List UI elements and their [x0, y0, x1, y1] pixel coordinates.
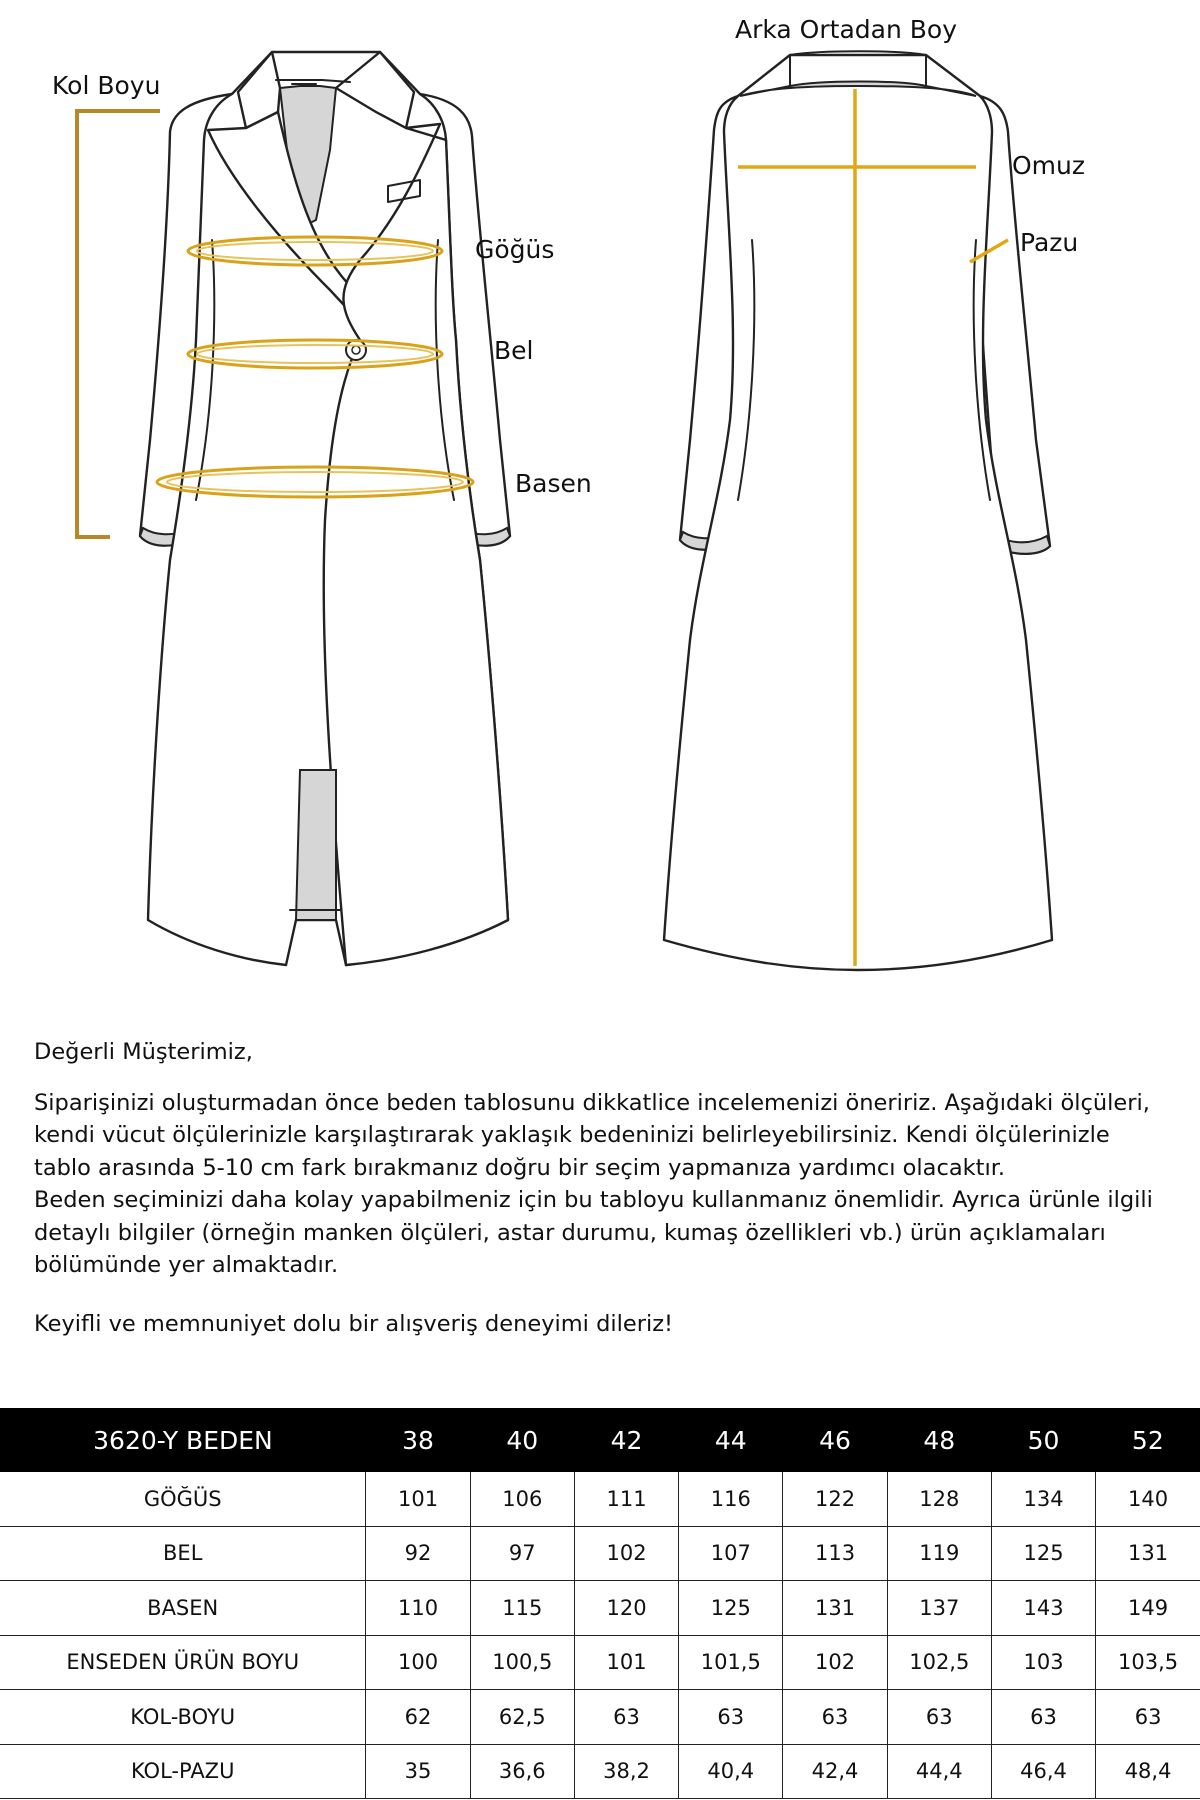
table-cell: 63 [679, 1690, 783, 1745]
label-kol-boyu: Kol Boyu [52, 71, 161, 100]
table-cell: 63 [574, 1690, 678, 1745]
table-cell: 101,5 [679, 1635, 783, 1690]
table-cell: 48,4 [1096, 1744, 1200, 1799]
table-cell: 140 [1096, 1472, 1200, 1526]
row-label: BEL [0, 1526, 366, 1581]
table-row [0, 1635, 1200, 1690]
table-cell: 63 [887, 1690, 991, 1745]
table-cell: 143 [991, 1581, 1095, 1636]
size-header: 48 [887, 1408, 991, 1472]
table-cell: 131 [783, 1581, 887, 1636]
table-cell: 36,6 [470, 1744, 574, 1799]
table-cell: 35 [366, 1744, 470, 1799]
label-arka-ortadan-boy: Arka Ortadan Boy [735, 15, 957, 44]
table-cell: 110 [366, 1581, 470, 1636]
table-cell: 101 [366, 1472, 470, 1526]
table-cell: 125 [991, 1526, 1095, 1581]
table-cell: 115 [470, 1581, 574, 1636]
customer-note [34, 1036, 1164, 1340]
table-cell: 149 [1096, 1581, 1200, 1636]
table-cell: 113 [783, 1526, 887, 1581]
label-bel: Bel [494, 336, 534, 365]
table-cell: 120 [574, 1581, 678, 1636]
table-cell: 128 [887, 1472, 991, 1526]
table-cell: 97 [470, 1526, 574, 1581]
label-gogus: Göğüs [475, 235, 555, 264]
table-cell: 137 [887, 1581, 991, 1636]
table-cell: 62,5 [470, 1690, 574, 1745]
table-cell: 102 [574, 1526, 678, 1581]
table-row [0, 1690, 1200, 1745]
row-label: KOL-BOYU [0, 1690, 366, 1745]
row-label: BASEN [0, 1581, 366, 1636]
size-header: 46 [783, 1408, 887, 1472]
label-omuz: Omuz [1012, 151, 1085, 180]
size-header: 38 [366, 1408, 470, 1472]
coat-back-view [664, 51, 1052, 970]
size-header: 52 [1096, 1408, 1200, 1472]
table-cell: 125 [679, 1581, 783, 1636]
table-cell: 103,5 [1096, 1635, 1200, 1690]
size-header: 44 [679, 1408, 783, 1472]
table-cell: 103 [991, 1635, 1095, 1690]
table-cell: 92 [366, 1526, 470, 1581]
table-cell: 106 [470, 1472, 574, 1526]
table-cell: 63 [991, 1690, 1095, 1745]
table-cell: 46,4 [991, 1744, 1095, 1799]
size-header: 42 [574, 1408, 678, 1472]
note-closing: Keyifli ve memnuniyet dolu bir alışveriş deneyimi dileriz! [34, 1310, 674, 1337]
note-paragraph-2: Beden seçiminizi daha kolay yapabilmeniz için bu tabloyu kullanmanız önemlidir. Ayrıca ürünle ilgili detaylı bilgiler (örneğin manken ölçüleri, astar durumu, kumaş özellikleri vb.) ürün açıklamaları bölümünde yer almaktadır. [34, 1187, 1153, 1278]
table-cell: 40,4 [679, 1744, 783, 1799]
table-cell: 44,4 [887, 1744, 991, 1799]
table-cell: 38,2 [574, 1744, 678, 1799]
table-row [0, 1472, 1200, 1526]
table-cell: 111 [574, 1472, 678, 1526]
table-cell: 63 [783, 1690, 887, 1745]
label-pazu: Pazu [1020, 228, 1079, 257]
table-cell: 62 [366, 1690, 470, 1745]
table-row [0, 1526, 1200, 1581]
table-cell: 107 [679, 1526, 783, 1581]
table-header-row [0, 1408, 1200, 1472]
note-greeting: Değerli Müşterimiz, [34, 1039, 253, 1065]
table-cell: 116 [679, 1472, 783, 1526]
table-cell: 102 [783, 1635, 887, 1690]
table-cell: 134 [991, 1472, 1095, 1526]
table-row [0, 1581, 1200, 1636]
size-header: 40 [470, 1408, 574, 1472]
row-label: KOL-PAZU [0, 1744, 366, 1799]
table-row [0, 1744, 1200, 1799]
row-label: GÖĞÜS [0, 1472, 366, 1526]
coat-front-view [77, 52, 510, 965]
note-paragraph-1: Siparişinizi oluşturmadan önce beden tablosunu dikkatlice incelemenizi öneririz. Aşağıdaki ölçüleri, kendi vücut ölçülerinizle karşılaştırarak yaklaşık bedeninizi belirleyebilirsiniz. Kendi ölçülerinizle tablo arasında 5-10 cm fark bırakmanız doğru bir seçim yapmanıza yardımcı olacaktır. [34, 1089, 1150, 1181]
table-cell: 102,5 [887, 1635, 991, 1690]
table-cell: 100 [366, 1635, 470, 1690]
table-cell: 122 [783, 1472, 887, 1526]
table-cell: 101 [574, 1635, 678, 1690]
size-chart-table [0, 1408, 1200, 1799]
table-cell: 42,4 [783, 1744, 887, 1799]
table-cell: 63 [1096, 1690, 1200, 1745]
row-label: ENSEDEN ÜRÜN BOYU [0, 1635, 366, 1690]
table-cell: 131 [1096, 1526, 1200, 1581]
table-cell: 100,5 [470, 1635, 574, 1690]
size-header: 50 [991, 1408, 1095, 1472]
label-basen: Basen [515, 469, 592, 498]
table-header-label: 3620-Y BEDEN [0, 1408, 366, 1472]
table-cell: 119 [887, 1526, 991, 1581]
